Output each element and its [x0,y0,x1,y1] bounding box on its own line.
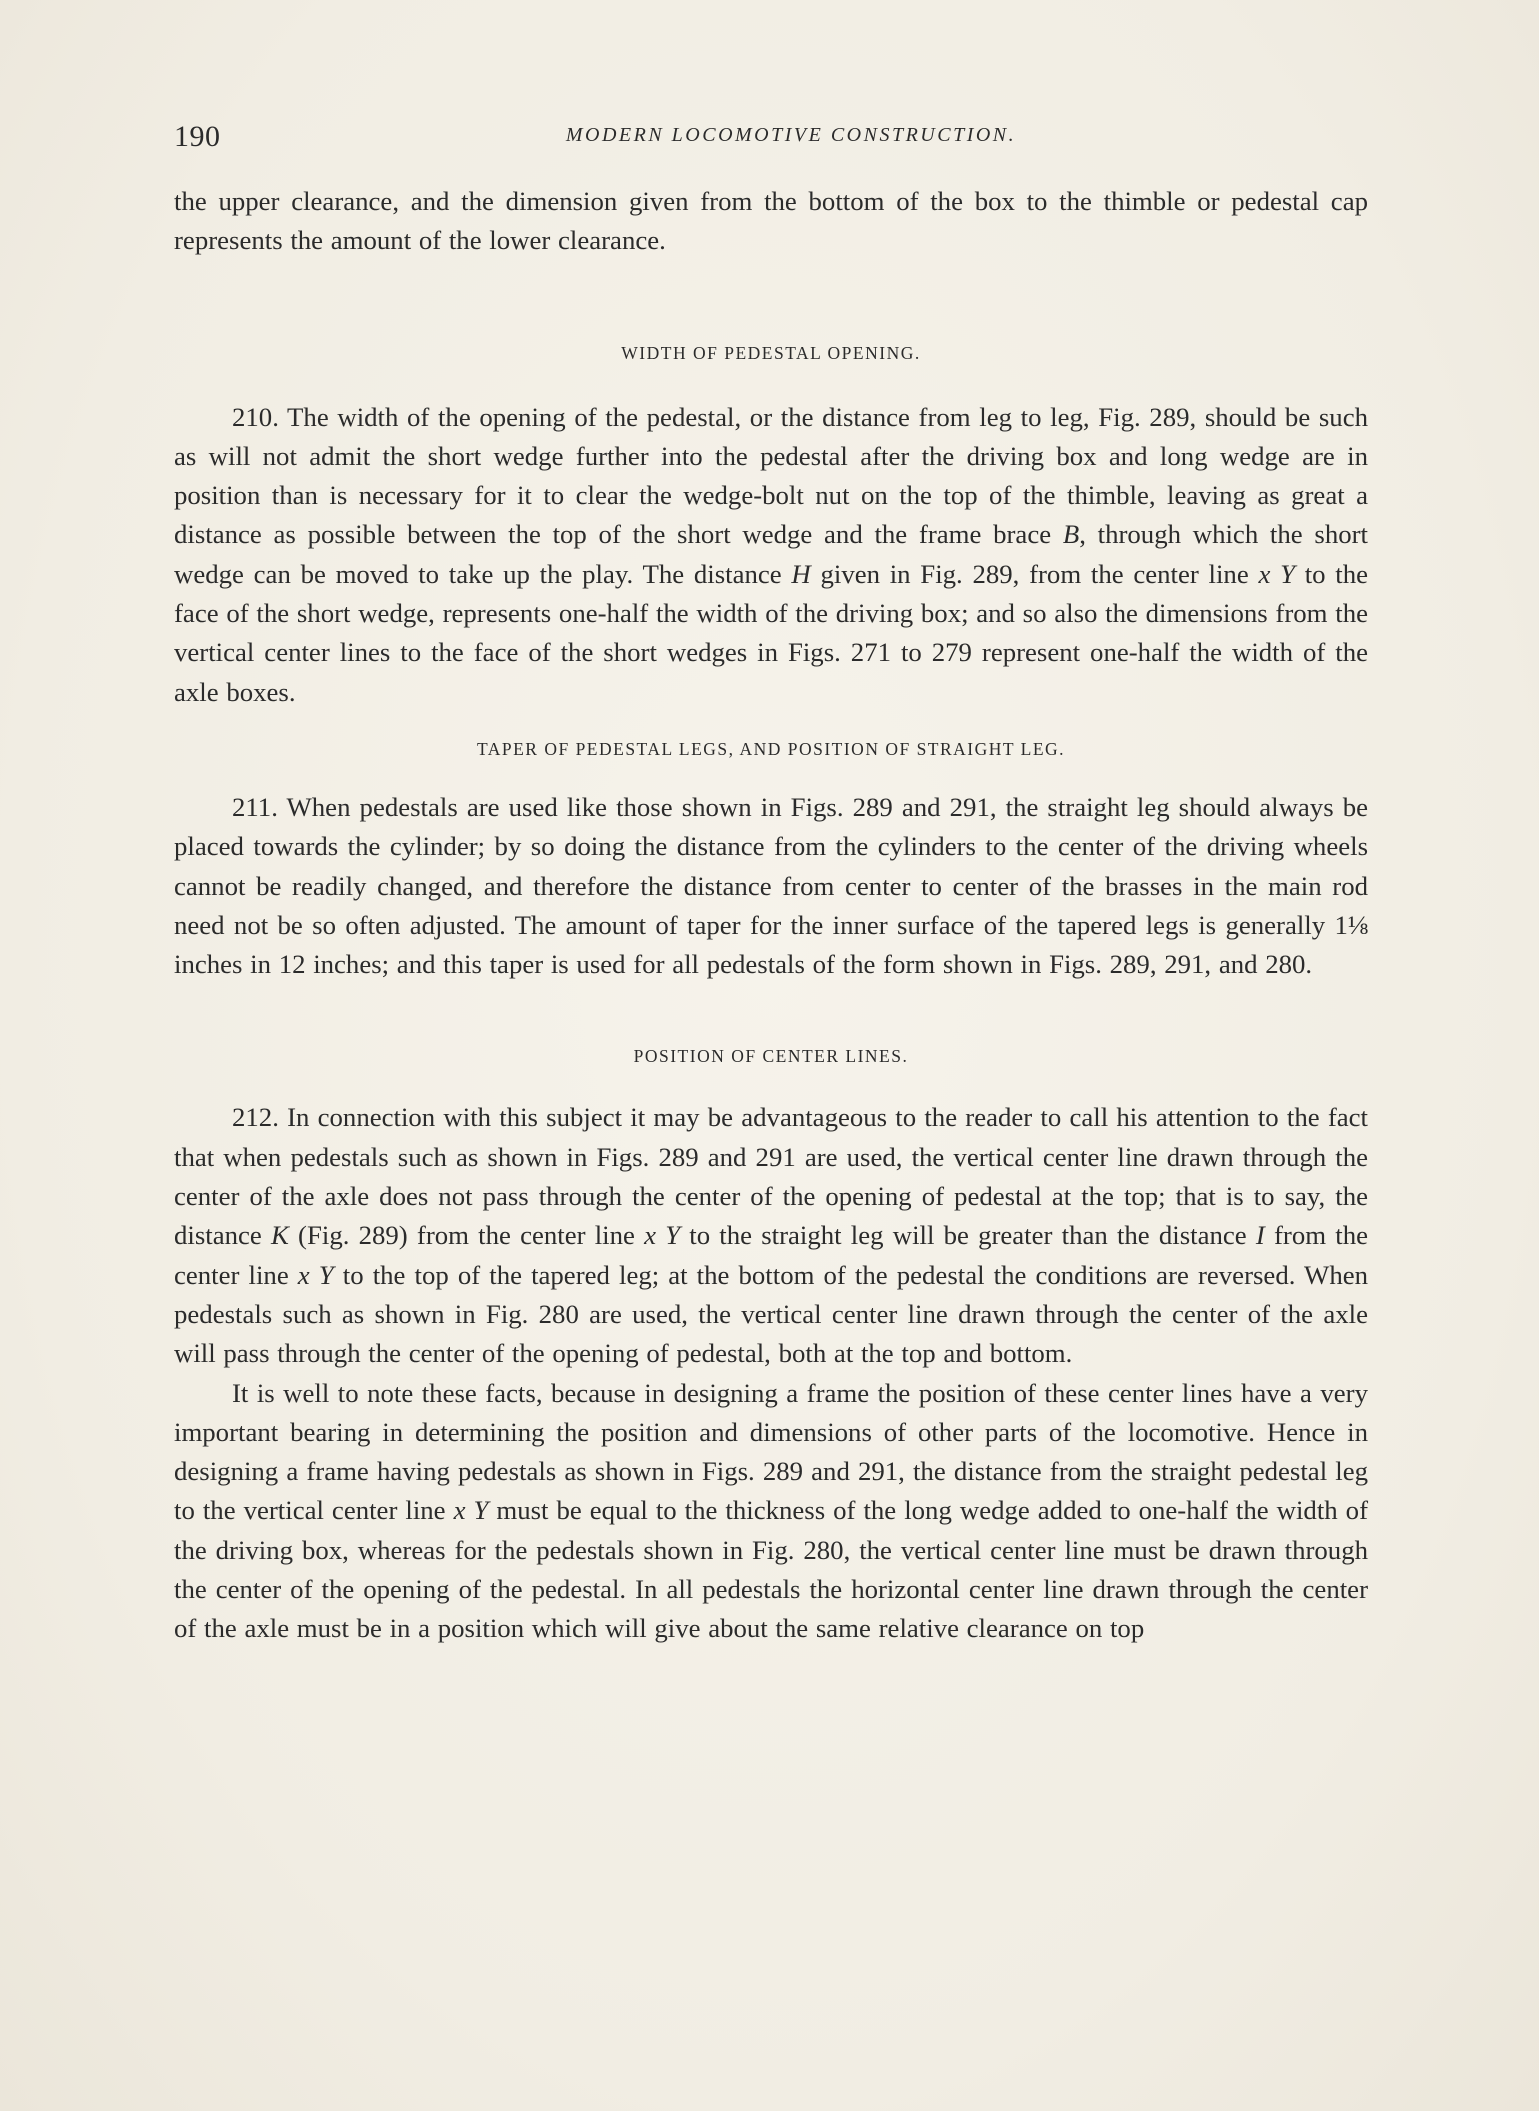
text-run: , through which the short wedge can be moved to take up the play. The distance [174,519,1368,589]
intro-paragraph: the upper clearance, and the dimension given from the bottom of the box to the thimble or pedestal cap represents the amount of the lower clearance. [174,186,1368,256]
running-title: MODERN LOCOMOTIVE CONSTRUCTION. [565,124,1017,146]
italic-symbol-k: K [270,1220,289,1251]
text-run: to the straight leg will be greater than the distance [680,1220,1256,1251]
text-run: 211. When pedestals are used like those shown in Figs. 289 and 291, the straight leg should always be placed towards the cylinder; by so doing the distance from the cylinders to the center of the driving wheels cannot be readily changed, and therefore the distance from center to center of the brasses in the main rod need not be so often adjusted. The amount of taper for the inner surface of the tapered legs is generally 1⅛ inches in 12 inches; and this taper is used for all pedestals of the form shown in Figs. 289, 291, and 280. [174,791,1368,980]
text-run: given in Fig. 289, from the center line [810,558,1259,589]
text-run: (Fig. 289) from the center line [288,1220,645,1251]
italic-symbol-b: B [1062,519,1080,550]
text-run: to the top of the tapered leg; at the bottom of the pedestal the conditions are reversed. When pedestals such as shown in Fig. 280 are used, the vertical center line drawn through the center of the axle will pass through the center of the opening of pedestal, both at the top and bottom. [174,1259,1369,1369]
text-run: must be equal to the thickness of the long wedge added to one-half the width of the driving box, whereas for the pedestals shown in Fig. 280, the vertical center line must be drawn through the center of the opening of the pedestal. In all pedestals the horizontal center line drawn through the center of the axle must be in a position which will give about the same relative clearance on top [174,1495,1368,1644]
paragraph-center-lines-note [174,1374,1368,1649]
italic-symbol-xy: x Y [297,1259,334,1290]
page-body [174,182,1368,1649]
italic-symbol-i: I [1255,1220,1265,1251]
text-run: It is well to note these facts, because in designing a frame the position of these center lines have a very important bearing in determining the position and dimensions of other parts of the locomotive. Hence in designing a frame having pedestals as shown in Figs. 289 and 291, the distance from the straight pedestal leg to the vertical center line [174,1377,1368,1526]
section-heading-position-of-center-lines: POSITION OF CENTER LINES. [633,1046,909,1067]
paragraph-210 [174,398,1368,712]
paragraph-212 [174,1098,1368,1373]
italic-symbol-xy: x Y [1258,558,1295,589]
page-number: 190 [174,120,221,153]
text-run: to the face of the short wedge, represents one-half the width of the driving box; and so also the dimensions from the vertical center lines to the face of the short wedges in Figs. 271 to 279 represent one-half the width of the axle boxes. [174,558,1369,707]
italic-symbol-xy: x Y [644,1220,681,1251]
paragraph-211 [174,788,1368,984]
text-run: 210. The width of the opening of the pedestal, or the distance from leg to leg, Fig. 289, should be such as will not admit the short wedge further into the pedestal after the driving box and long wedge are in position than is necessary for it to clear the wedge-bolt nut on the top of the thimble, leaving as great a distance as possible between the top of the short wedge and the frame brace [174,401,1368,550]
section-heading-taper-of-pedestal-legs: TAPER OF PEDESTAL LEGS, AND POSITION OF STRAIGHT LEG. [476,738,1066,759]
italic-symbol-h: H [791,558,811,589]
text-run: 212. In connection with this subject it may be advantageous to the reader to call his attention to the fact that when pedestals such as shown in Figs. 289 and 291 are used, the vertical center line drawn through the center of the axle does not pass through the center of the opening of pedestal at the top; that is to say, the distance [174,1102,1368,1251]
text-run: from the center line [174,1220,1368,1290]
page-header [174,118,1368,158]
section-heading-width-of-pedestal-opening: WIDTH OF PEDESTAL OPENING. [621,342,921,363]
italic-symbol-xy: x Y [453,1495,489,1526]
